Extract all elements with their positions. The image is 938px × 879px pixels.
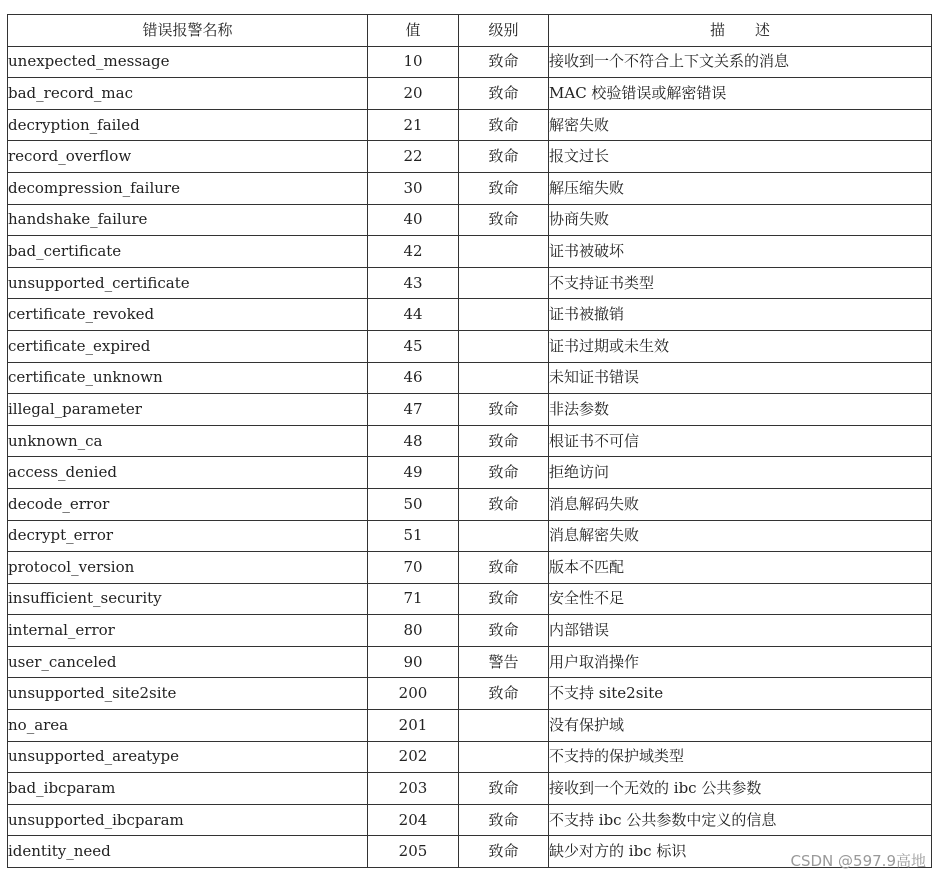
cell-level <box>459 710 549 742</box>
cell-name: certificate_expired <box>8 330 368 362</box>
cell-name: certificate_revoked <box>8 299 368 331</box>
cell-value: 21 <box>368 109 459 141</box>
cell-description: 证书被撤销 <box>549 299 932 331</box>
cell-level: 致命 <box>459 583 549 615</box>
cell-description: 消息解码失败 <box>549 488 932 520</box>
table-row <box>8 141 932 173</box>
table-row <box>8 204 932 236</box>
table-row <box>8 236 932 268</box>
header-description: 描 述 <box>549 15 932 47</box>
table-row <box>8 741 932 773</box>
cell-name: unsupported_ibcparam <box>8 804 368 836</box>
cell-description: 用户取消操作 <box>549 646 932 678</box>
cell-value: 42 <box>368 236 459 268</box>
cell-value: 202 <box>368 741 459 773</box>
cell-value: 70 <box>368 552 459 584</box>
cell-level: 致命 <box>459 109 549 141</box>
cell-level: 致命 <box>459 457 549 489</box>
cell-level: 致命 <box>459 836 549 868</box>
table-row <box>8 773 932 805</box>
cell-level: 致命 <box>459 141 549 173</box>
cell-level <box>459 236 549 268</box>
watermark: CSDN @597.9高地 <box>790 852 926 870</box>
cell-name: illegal_parameter <box>8 394 368 426</box>
table-row <box>8 267 932 299</box>
cell-level: 致命 <box>459 615 549 647</box>
cell-description: 协商失败 <box>549 204 932 236</box>
cell-value: 204 <box>368 804 459 836</box>
cell-level: 致命 <box>459 488 549 520</box>
header-level: 级别 <box>459 15 549 47</box>
table-row <box>8 804 932 836</box>
cell-name: decode_error <box>8 488 368 520</box>
alert-table <box>7 14 932 868</box>
cell-value: 71 <box>368 583 459 615</box>
cell-description: 不支持证书类型 <box>549 267 932 299</box>
table-row <box>8 488 932 520</box>
cell-name: unsupported_site2site <box>8 678 368 710</box>
table-row <box>8 394 932 426</box>
cell-level: 致命 <box>459 46 549 78</box>
cell-name: access_denied <box>8 457 368 489</box>
cell-level: 警告 <box>459 646 549 678</box>
cell-name: bad_ibcparam <box>8 773 368 805</box>
cell-description: 报文过长 <box>549 141 932 173</box>
cell-name: handshake_failure <box>8 204 368 236</box>
table-row <box>8 583 932 615</box>
cell-description: 不支持的保护域类型 <box>549 741 932 773</box>
table-row <box>8 425 932 457</box>
cell-description: 不支持 site2site <box>549 678 932 710</box>
cell-level: 致命 <box>459 394 549 426</box>
cell-description: 未知证书错误 <box>549 362 932 394</box>
cell-description: 不支持 ibc 公共参数中定义的信息 <box>549 804 932 836</box>
cell-description: 消息解密失败 <box>549 520 932 552</box>
cell-level: 致命 <box>459 425 549 457</box>
cell-level: 致命 <box>459 552 549 584</box>
table-row <box>8 615 932 647</box>
cell-name: decompression_failure <box>8 172 368 204</box>
cell-description: 非法参数 <box>549 394 932 426</box>
cell-name: bad_certificate <box>8 236 368 268</box>
table-row <box>8 646 932 678</box>
cell-name: unexpected_message <box>8 46 368 78</box>
cell-level: 致命 <box>459 172 549 204</box>
cell-value: 30 <box>368 172 459 204</box>
cell-level <box>459 362 549 394</box>
table-row <box>8 457 932 489</box>
table-row <box>8 330 932 362</box>
cell-name: user_canceled <box>8 646 368 678</box>
cell-level <box>459 299 549 331</box>
cell-level: 致命 <box>459 804 549 836</box>
cell-description: 证书过期或未生效 <box>549 330 932 362</box>
cell-level: 致命 <box>459 678 549 710</box>
cell-name: internal_error <box>8 615 368 647</box>
cell-level <box>459 330 549 362</box>
cell-name: identity_need <box>8 836 368 868</box>
cell-name: decrypt_error <box>8 520 368 552</box>
table-row <box>8 552 932 584</box>
cell-description: 版本不匹配 <box>549 552 932 584</box>
cell-description: 安全性不足 <box>549 583 932 615</box>
cell-description: 内部错误 <box>549 615 932 647</box>
table-body <box>8 46 932 867</box>
cell-value: 44 <box>368 299 459 331</box>
cell-description: 缺少对方的 ibc 标识 <box>549 836 932 868</box>
cell-description: 拒绝访问 <box>549 457 932 489</box>
cell-value: 90 <box>368 646 459 678</box>
cell-name: record_overflow <box>8 141 368 173</box>
table-row <box>8 678 932 710</box>
cell-level <box>459 520 549 552</box>
cell-description: 接收到一个无效的 ibc 公共参数 <box>549 773 932 805</box>
cell-name: insufficient_security <box>8 583 368 615</box>
cell-value: 201 <box>368 710 459 742</box>
cell-value: 46 <box>368 362 459 394</box>
cell-value: 43 <box>368 267 459 299</box>
table-row <box>8 172 932 204</box>
table-row <box>8 46 932 78</box>
table-row <box>8 299 932 331</box>
cell-value: 205 <box>368 836 459 868</box>
cell-name: unsupported_areatype <box>8 741 368 773</box>
header-row <box>8 15 932 47</box>
cell-name: certificate_unknown <box>8 362 368 394</box>
cell-description: 接收到一个不符合上下文关系的消息 <box>549 46 932 78</box>
cell-name: protocol_version <box>8 552 368 584</box>
cell-description: 证书被破坏 <box>549 236 932 268</box>
header-name: 错误报警名称 <box>8 15 368 47</box>
cell-level: 致命 <box>459 78 549 110</box>
cell-value: 20 <box>368 78 459 110</box>
cell-value: 80 <box>368 615 459 647</box>
cell-value: 50 <box>368 488 459 520</box>
cell-value: 51 <box>368 520 459 552</box>
cell-name: unknown_ca <box>8 425 368 457</box>
table-row <box>8 520 932 552</box>
table-header <box>8 15 932 47</box>
cell-value: 40 <box>368 204 459 236</box>
cell-name: bad_record_mac <box>8 78 368 110</box>
cell-value: 49 <box>368 457 459 489</box>
cell-value: 47 <box>368 394 459 426</box>
table-row <box>8 109 932 141</box>
cell-description: 解密失败 <box>549 109 932 141</box>
cell-value: 10 <box>368 46 459 78</box>
cell-value: 203 <box>368 773 459 805</box>
cell-description: MAC 校验错误或解密错误 <box>549 78 932 110</box>
cell-name: decryption_failed <box>8 109 368 141</box>
cell-level: 致命 <box>459 773 549 805</box>
cell-level: 致命 <box>459 204 549 236</box>
cell-value: 48 <box>368 425 459 457</box>
cell-level <box>459 741 549 773</box>
cell-value: 200 <box>368 678 459 710</box>
cell-description: 没有保护域 <box>549 710 932 742</box>
cell-value: 45 <box>368 330 459 362</box>
cell-description: 解压缩失败 <box>549 172 932 204</box>
cell-level <box>459 267 549 299</box>
cell-value: 22 <box>368 141 459 173</box>
table-row <box>8 710 932 742</box>
cell-name: no_area <box>8 710 368 742</box>
table-row <box>8 78 932 110</box>
cell-name: unsupported_certificate <box>8 267 368 299</box>
cell-description: 根证书不可信 <box>549 425 932 457</box>
table-row <box>8 362 932 394</box>
header-value: 值 <box>368 15 459 47</box>
